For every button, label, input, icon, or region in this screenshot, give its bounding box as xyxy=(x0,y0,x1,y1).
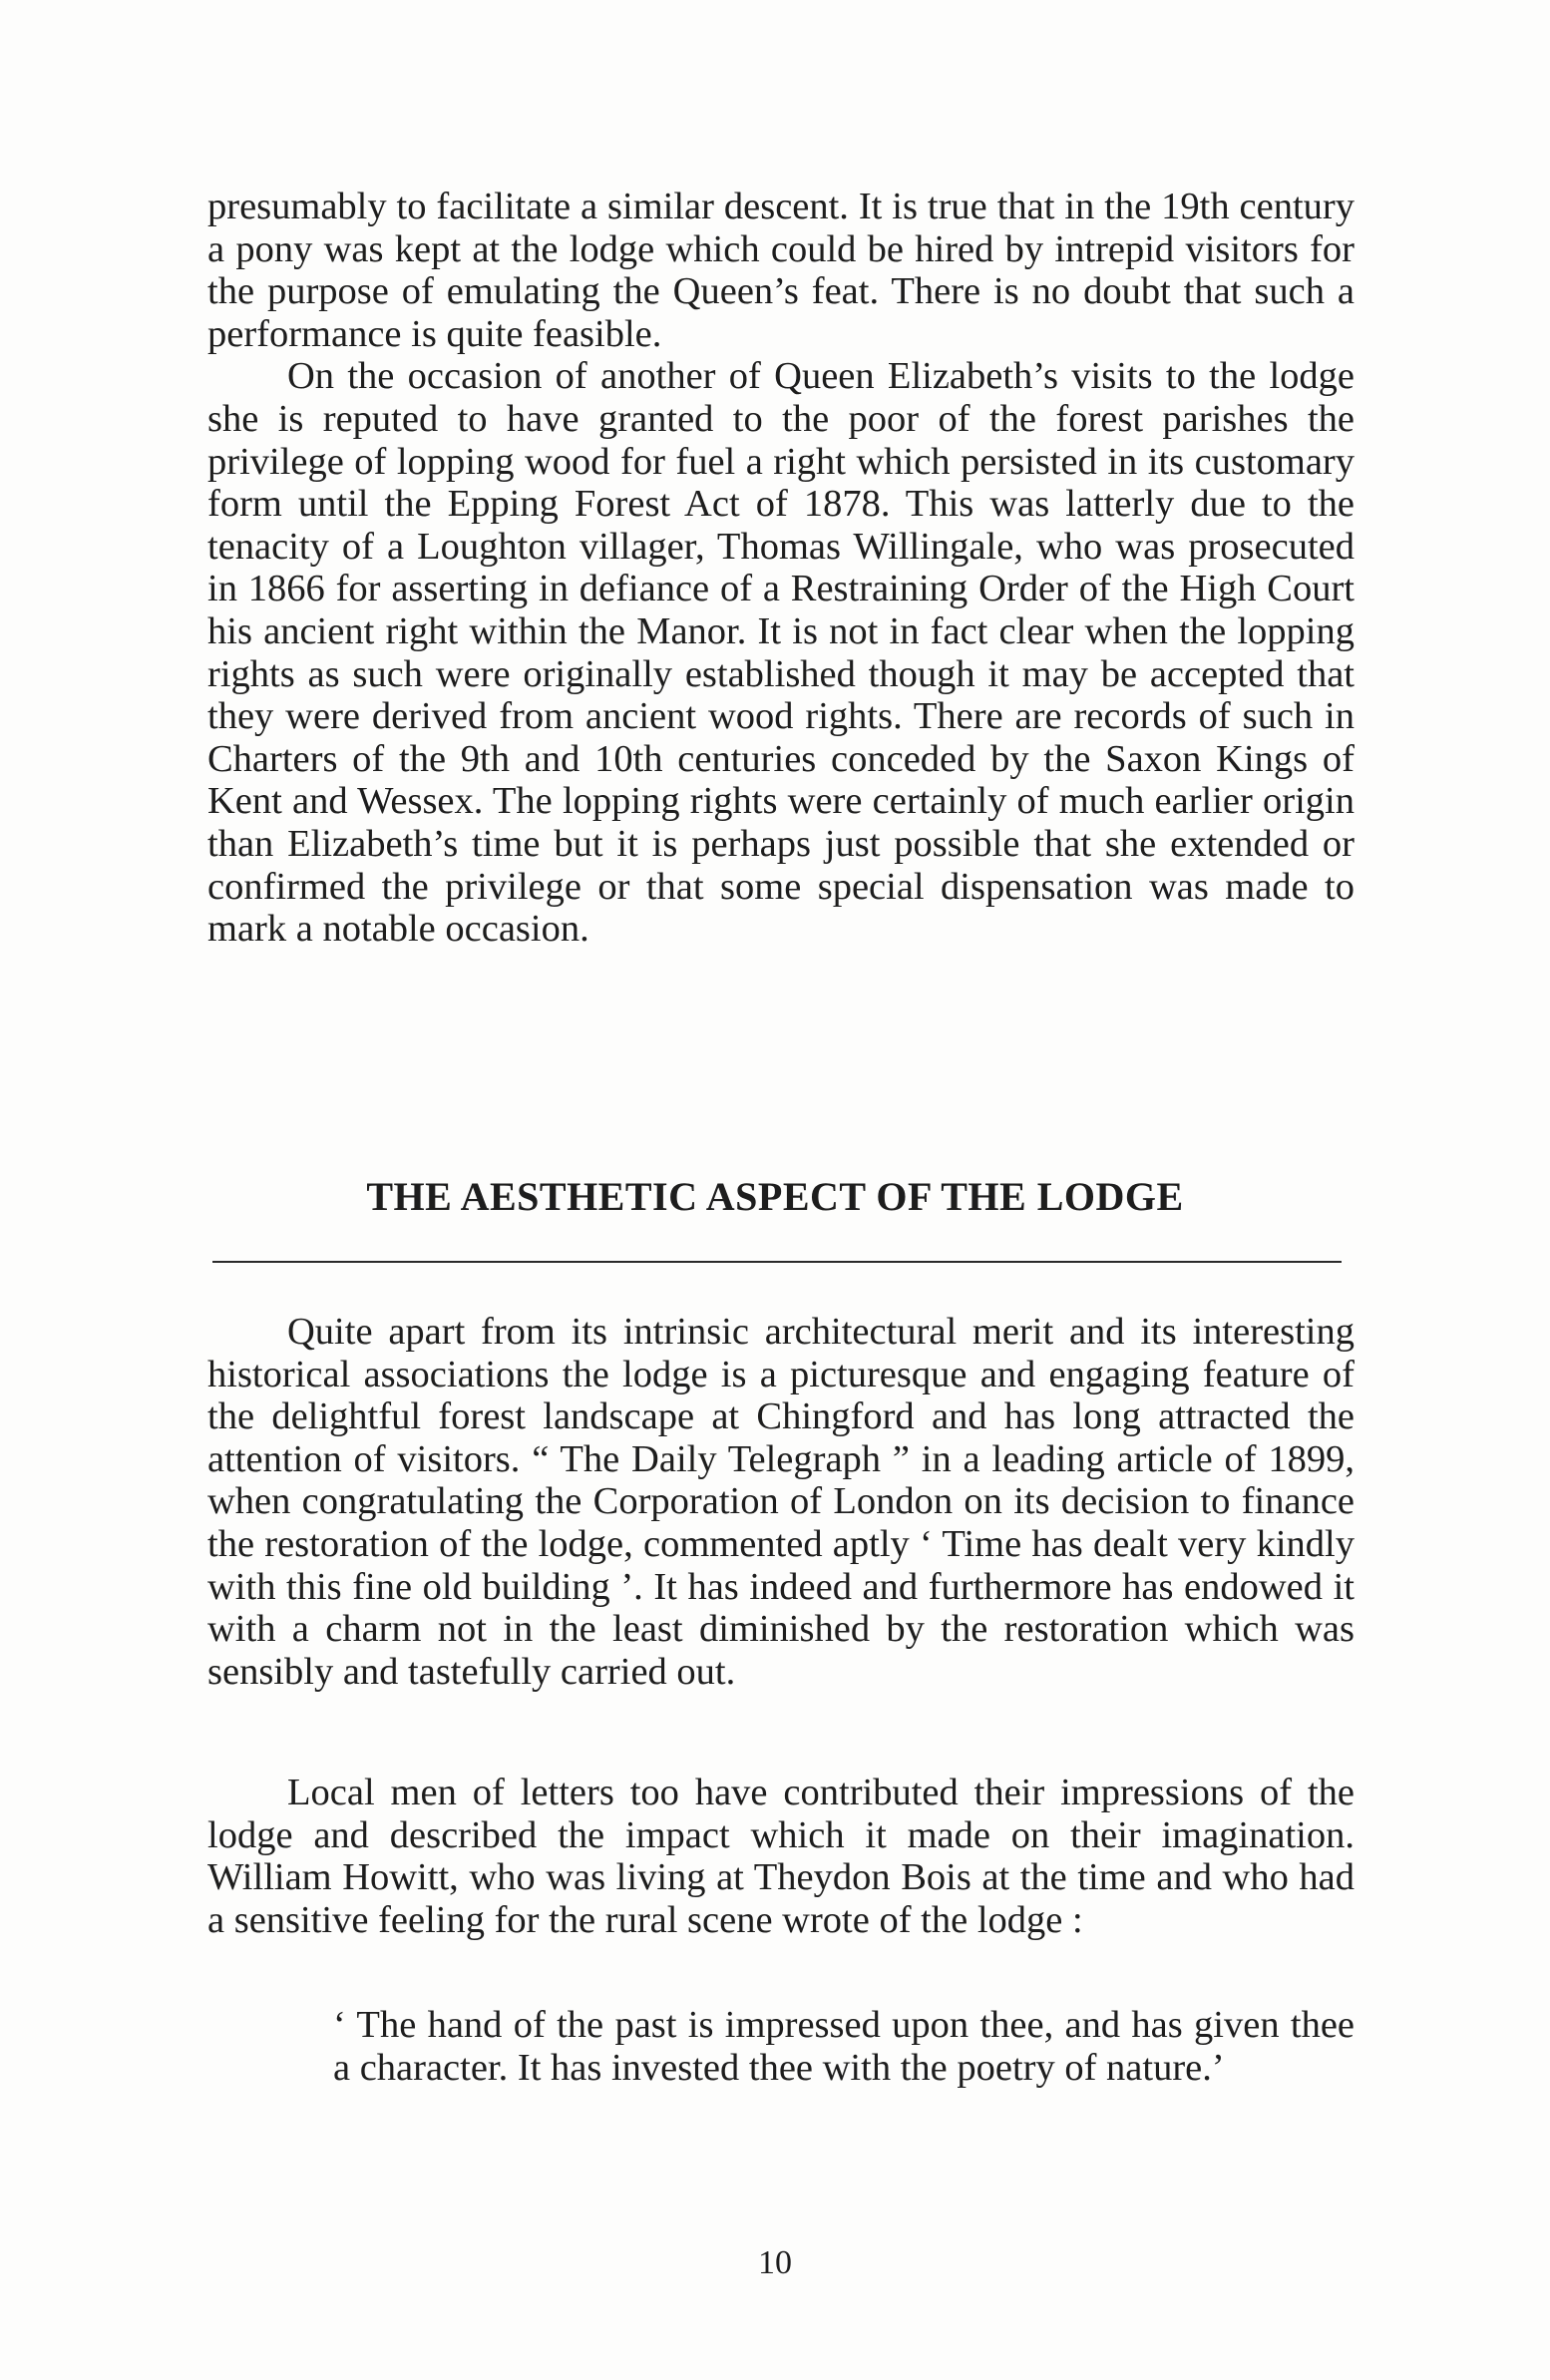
howitt-quote: ‘ The hand of the past is impressed upon thee, and has given thee a character. It has invested thee with the poetry of nature.’ xyxy=(333,2004,1355,2089)
page-number: 10 xyxy=(758,2244,792,2281)
paragraph-aesthetic: Quite apart from its intrinsic architectural merit and its interesting historical associations the lodge is a picturesque and engaging feature of the delightful forest landscape at Chingford and has long attracted the attention of visitors. “ The Daily Telegraph ” in a leading article of 1899, when congratulating the Corporation of London on its decision to finance the restoration of the lodge, commented aptly ‘ Time has dealt very kindly with this fine old building ’. It has indeed and furthermore has endowed it with a charm not in the least diminished by the restoration which was sensibly and tastefully carried out. xyxy=(207,1311,1355,1693)
paragraph-descent: presumably to facilitate a similar descent. It is true that in the 19th century a pony was kept at the lodge which could be hired by intrepid visitors for the purpose of emulating the Queen’s feat. There is no doubt that such a performance is quite feasible. xyxy=(207,186,1355,355)
heading-rule-divider xyxy=(212,1261,1342,1263)
section-text-1 xyxy=(207,1311,1355,1693)
section-heading: THE AESTHETIC ASPECT OF THE LODGE xyxy=(366,1174,1184,1219)
opening-text xyxy=(207,186,1355,951)
section-text-2 xyxy=(207,1772,1355,1941)
paragraph-lopping-rights: On the occasion of another of Queen Elizabeth’s visits to the lodge she is reputed to have granted to the poor of the forest parishes the privilege of lopping wood for fuel a right which persisted in its customary form until the Epping Forest Act of 1878. This was latterly due to the tenacity of a Loughton villager, Thomas Willingale, who was prosecuted in 1866 for asserting in defiance of a Restraining Order of the High Court his ancient right within the Manor. It is not in fact clear when the lopping rights as such were originally established though it may be accepted that they were derived from ancient wood rights. There are records of such in Charters of the 9th and 10th centuries conceded by the Saxon Kings of Kent and Wessex. The lopping rights were certainly of much earlier origin than Elizabeth’s time but it is perhaps just possible that she extended or confirmed the privilege or that some special dispensation was made to mark a notable occasion. xyxy=(207,355,1355,951)
paragraph-men-of-letters: Local men of letters too have contributed their impressions of the lodge and described the impact which it made on their imagination. William Howitt, who was living at Theydon Bois at the time and who had a sensitive feeling for the rural scene wrote of the lodge : xyxy=(207,1772,1355,1941)
